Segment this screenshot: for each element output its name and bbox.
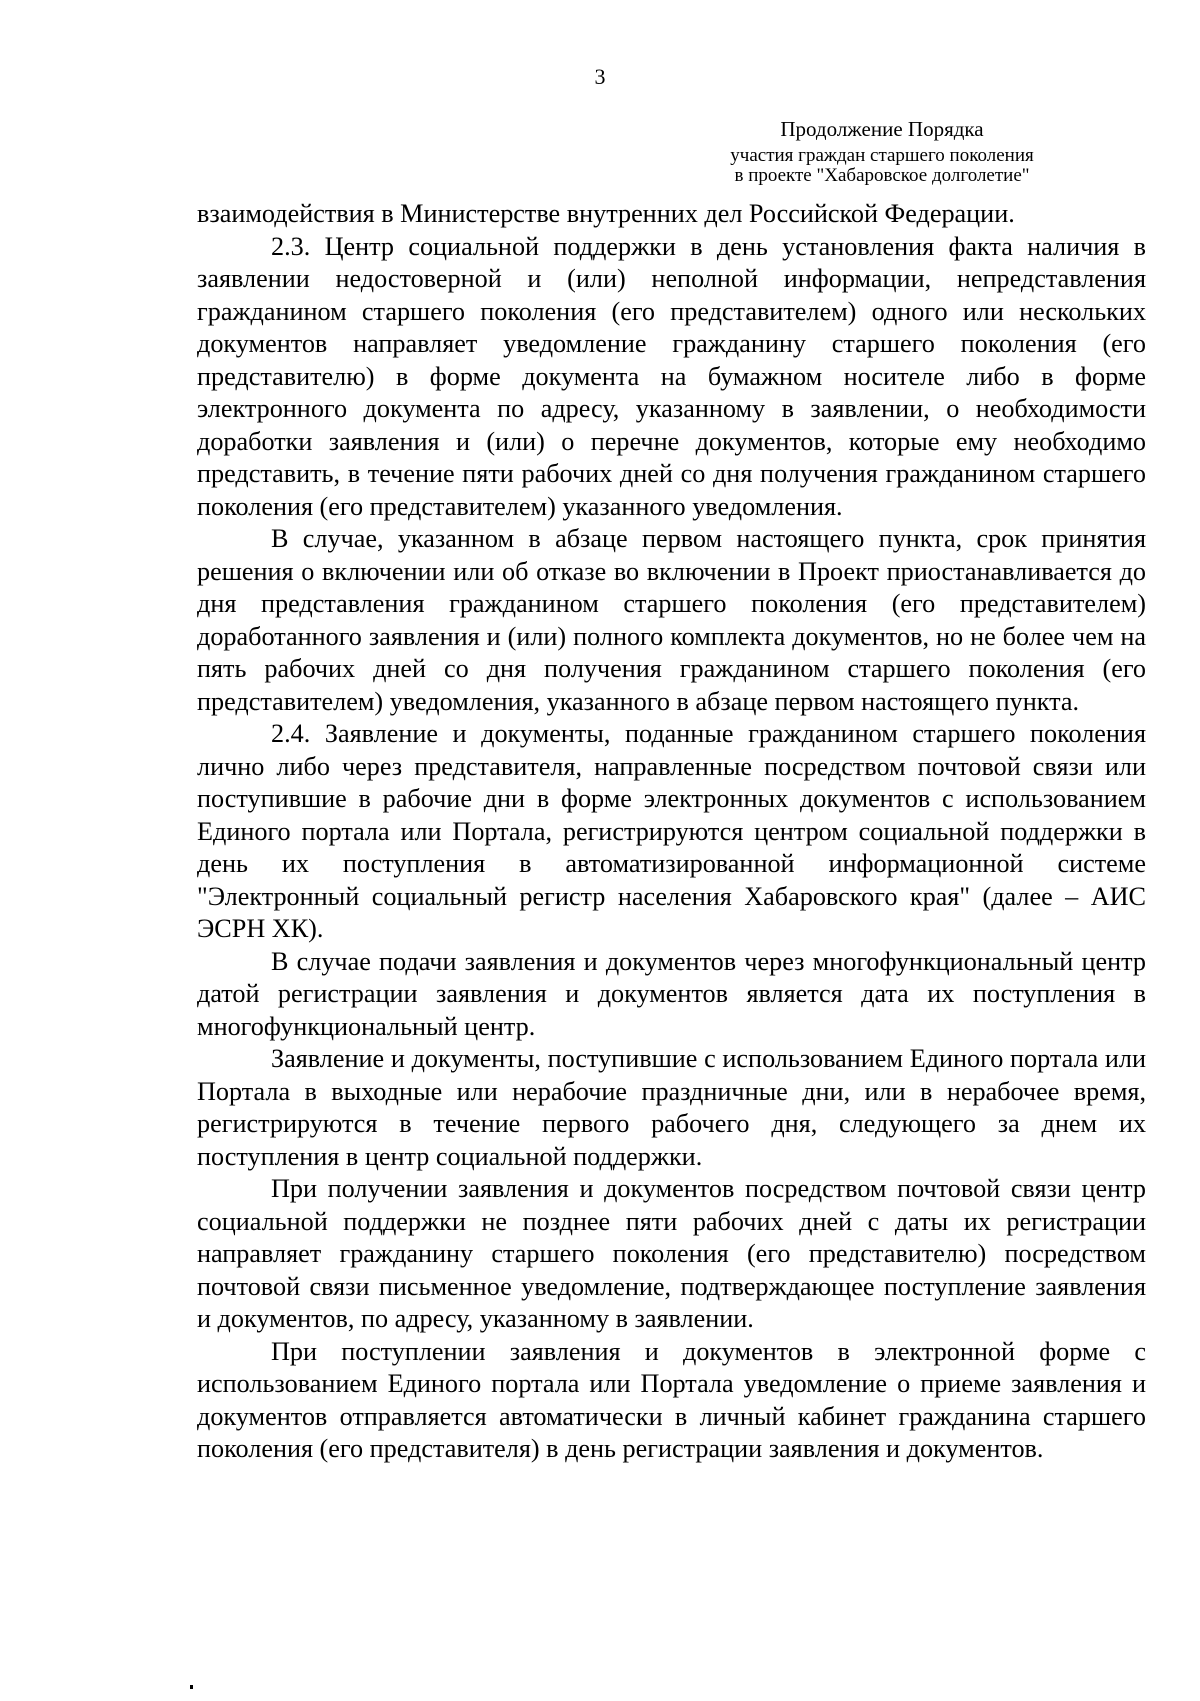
paragraph-suspension: В случае, указанном в абзаце первом настоящего пункта, срок принятия решения о включении или об отказе во включении в Проект приостанавливается до дня представления гражданином старшего поколения (его представителем) доработанного заявления и (или) полного комплекта документов, но не более чем на пять рабочих дней со дня получения гражданином старшего поколения (его представителем) уведомления, указанного в абзаце первом настоящего пункта. xyxy=(197,524,1146,716)
continuation-header xyxy=(622,118,1142,186)
paragraph-continuation: взаимодействия в Министерстве внутренних дел Российской Федерации. xyxy=(197,199,1015,228)
paragraph-postal-notification: При получении заявления и документов посредством почтовой связи центр социальной поддержки не позднее пяти рабочих дней с даты их регистрации направляет гражданину старшего поколения (его представителю) посредством почтовой связи письменное уведомление, подтверждающее поступление заявления и документов, по адресу, указанному в заявлении. xyxy=(197,1174,1146,1333)
page-number: 3 xyxy=(594,64,606,89)
paragraph-2-4: 2.4. Заявление и документы, поданные гражданином старшего поколения лично либо через представителя, направленные посредством почтовой связи или поступившие в рабочие дни в форме электронных документов с использованием Единого портала или Портала, регистрируются центром социальной поддержки в день их поступления в автоматизированной информационной системе "Электронный социальный регистр населения Хабаровского края" (далее – АИС ЭСРН ХК). xyxy=(197,719,1146,943)
paragraph-electronic-notification: При поступлении заявления и документов в электронной форме с использованием Единого портала или Портала уведомление о приеме заявления и документов отправляется автоматически в личный кабинет гражданина старшего поколения (его представителя) в день регистрации заявления и документов. xyxy=(197,1336,1146,1463)
header-line-1: Продолжение Порядка xyxy=(780,117,984,141)
document-body xyxy=(197,198,1146,1466)
paragraph-mfc-registration: В случае подачи заявления и документов через многофункциональный центр датой регистрации заявления и документов является дата их поступления в многофункциональный центр. xyxy=(197,946,1146,1041)
header-line-2: участия граждан старшего поколения xyxy=(730,145,1034,167)
paragraph-weekend-registration: Заявление и документы, поступившие с использованием Единого портала или Портала в выходные или нерабочие праздничные дни, или в нерабочее время, регистрируются в течение первого рабочего дня, следующего за днем их поступления в центр социальной поддержки. xyxy=(197,1044,1146,1171)
header-line-3: в проекте "Хабаровское долголетие" xyxy=(734,164,1030,186)
paragraph-2-3: 2.3. Центр социальной поддержки в день установления факта наличия в заявлении недостоверной и (или) неполной информации, непредставления гражданином старшего поколения (его представителем) одного или нескольких документов направляет уведомление гражданину старшего поколения (его представителю) в форме документа на бумажном носителе либо в форме электронного документа по адресу, указанному в заявлении, о необходимости доработки заявления и (или) о перечне документов, которые ему необходимо представить, в течение пяти рабочих дней со дня получения гражданином старшего поколения (его представителем) указанного уведомления. xyxy=(197,231,1146,521)
scan-artifact xyxy=(190,1685,193,1689)
